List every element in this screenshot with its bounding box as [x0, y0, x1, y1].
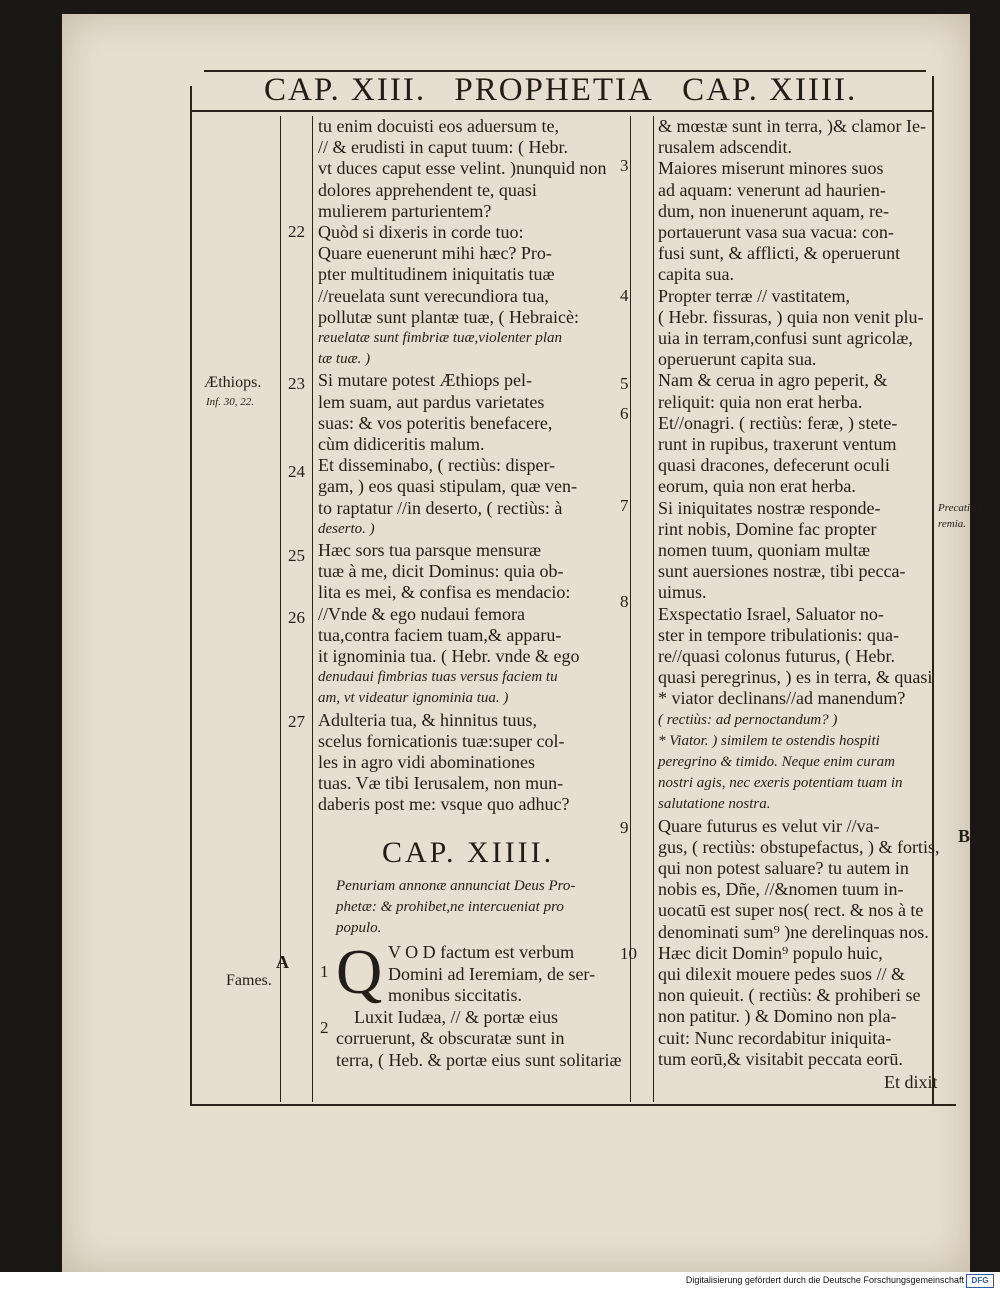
dropcap: Q [336, 936, 383, 1007]
text-line: nostri agis, nec exeris potentiam tuam in [658, 775, 903, 792]
footer-credit: Digitalisierung gefördert durch die Deutsche Forschungsgemeinschaft [685, 1275, 964, 1285]
text-line: tua,contra faciem tuam,& apparu- [318, 624, 562, 645]
text-line: cùm didiceritis malum. [318, 434, 485, 454]
verse-number: 26 [288, 608, 305, 627]
text-line: salutatione nostra. [658, 796, 771, 813]
text-line: Luxit Iudæa, // & portæ eius [354, 1006, 558, 1027]
text-line: les in agro vidi abominationes [318, 752, 535, 772]
text-line: re//quasi colonus futurus, ( Hebr. [658, 646, 895, 666]
text-line: nomen tuum, quoniam multæ [658, 540, 870, 560]
verse-number: 24 [288, 462, 305, 481]
text-line: reliquit: quia non erat herba. [658, 391, 863, 412]
footer-strip [0, 1272, 1000, 1290]
text-line: * viator declinans//ad manendum? [658, 688, 906, 709]
verse-number: 5 [620, 374, 629, 393]
text-line: Maiores miserunt minores suos [658, 158, 884, 179]
text-line: dolores apprehendent te, quasi [318, 179, 537, 200]
verse-number: 23 [288, 374, 305, 393]
text-line: qui non potest saluare? tu autem in [658, 858, 909, 878]
text-line: pollutæ sunt plantæ tuæ, ( Hebraicè: [318, 306, 579, 327]
verse-number: 10 [620, 944, 637, 963]
text-line: gus, ( rectiùs: obstupefactus, ) & fortis, [658, 836, 940, 857]
text-line: // & erudisti in caput tuum: ( Hebr. [318, 137, 568, 158]
header-right-cap: CAP. XIIII. [682, 72, 858, 108]
text-line: Et//onagri. ( rectiùs: feræ, ) stete- [658, 412, 898, 433]
verse-number: 27 [288, 712, 305, 731]
summary-line: populo. [336, 920, 382, 936]
number-rule-right [653, 116, 654, 1102]
text-line: nobis es, Dñe, //&nomen tuum in- [658, 879, 904, 900]
text-line: vt duces caput esse velint. )nunquid non [318, 158, 607, 179]
margin-note-remia: remia. [938, 518, 967, 530]
text-line: Quòd si dixeris in corde tuo: [318, 222, 524, 242]
verse-number: 4 [620, 286, 629, 305]
text-line: lem suam, aut pardus varietates [318, 391, 545, 412]
verse-number: 2 [320, 1018, 329, 1037]
text-line: Exspectatio Israel, Saluator no- [658, 603, 884, 624]
text-line: quasi peregrinus, ) es in terra, & quasi [658, 667, 933, 688]
text-line: Et disseminabo, ( rectiùs: disper- [318, 455, 556, 476]
text-line: * Viator. ) similem te ostendis hospiti [658, 732, 880, 749]
text-line: operuerunt capita sua. [658, 349, 817, 370]
text-line: rusalem adscendit. [658, 137, 792, 158]
text-line: reuelatæ sunt fimbriæ tuæ,violenter plan [318, 330, 563, 346]
margin-note-ref: Inf. 30, 22. [206, 396, 254, 408]
verse-number: 25 [288, 546, 305, 565]
text-line: sunt auersiones nostræ, tibi pecca- [658, 561, 906, 582]
outer-rule-right [932, 76, 934, 1106]
text-line: peregrino & timido. Neque enim curam [658, 754, 895, 770]
outer-rule-left [190, 86, 192, 1106]
text-line: corruerunt, & obscuratæ sunt in [336, 1028, 565, 1048]
text-line: uimus. [658, 582, 707, 603]
text-line: to raptatur //in deserto, ( rectiùs: à [318, 497, 563, 518]
text-line: tæ tuæ. ) [318, 351, 371, 368]
text-line: non quieuit. ( rectiùs: & prohiberi se [658, 985, 921, 1006]
text-line: scelus fornicationis tuæ:super col- [318, 730, 565, 751]
text-line: it ignominia tua. ( Hebr. vnde & ego [318, 646, 580, 666]
text-line: //Vnde & ego nudaui femora [318, 603, 525, 624]
running-header [264, 72, 924, 109]
verse-number: 6 [620, 404, 629, 423]
chapter-title: CAP. XIIII. [382, 836, 555, 869]
text-line: mulierem parturientem? [318, 200, 492, 221]
text-line: //reuelata sunt verecundiora tua, [318, 285, 549, 306]
text-line: denominati sum⁹ )ne derelinquas nos. [658, 921, 929, 942]
text-line: Hæc dicit Domin⁹ populo huic, [658, 942, 883, 963]
text-line: Quare futurus es velut vir //va- [658, 815, 880, 836]
text-line: fusi sunt, & afflicti, & operuerunt [658, 243, 901, 264]
catchword: Et dixit [884, 1072, 938, 1092]
text-line: terra, ( Heb. & portæ eius sunt solitariæ [336, 1049, 622, 1070]
text-line: ( rectiùs: ad pernoctandum? ) [658, 711, 838, 728]
text-line: lita es mei, & confisa es mendacio: [318, 582, 571, 603]
text-line: suas: & vos poteritis benefacere, [318, 412, 553, 433]
text-line: non patitur. ) & Domino non pla- [658, 1006, 897, 1027]
text-line: ad aquam: venerunt ad haurien- [658, 179, 886, 200]
verse-number: 9 [620, 818, 629, 837]
margin-note-precatio: Precatio I [938, 502, 982, 514]
text-line: gam, ) eos quasi stipulam, quæ ven- [318, 476, 577, 497]
margin-letter-a: A [276, 952, 289, 972]
text-line: Si mutare potest Æthiops pel- [318, 370, 532, 391]
text-line: monibus siccitatis. [388, 985, 522, 1005]
header-title: PROPHETIA [454, 72, 654, 108]
text-line: tuæ à me, dicit Dominus: quia ob- [318, 561, 564, 582]
verse-number: 3 [620, 156, 629, 175]
summary-line: phetæ: & prohibet,ne intercueniat pro [336, 899, 564, 915]
text-line: qui dilexit mouere pedes suos // & [658, 964, 905, 984]
text-line: tuas. Væ tibi Ierusalem, non mun- [318, 773, 564, 794]
text-line: uia in terram,confusi sunt agricolæ, [658, 328, 913, 348]
text-line: dum, non inuenerunt aquam, re- [658, 200, 889, 221]
text-line: uocatū est super nos( rect. & nos à te [658, 900, 924, 921]
text-line: deserto. ) [318, 520, 375, 537]
verse-number: 8 [620, 592, 629, 611]
text-line: Propter terræ // vastitatem, [658, 285, 850, 306]
text-line: runt in rupibus, traxerunt ventum [658, 434, 897, 454]
text-line: Si iniquitates nostræ responde- [658, 497, 881, 518]
text-line: Nam & cerua in agro peperit, & [658, 370, 888, 391]
margin-note-aethiops: Æthiops. [204, 374, 262, 391]
header-rule-bottom [190, 110, 932, 112]
text-line: Domini ad Ieremiam, de ser- [388, 963, 596, 984]
text-line: eorum, quia non erat herba. [658, 476, 856, 497]
text-line: capita sua. [658, 264, 734, 285]
number-rule-left [312, 116, 313, 1102]
text-line: am, vt videatur ignominia tua. ) [318, 690, 509, 707]
text-line: Quare euenerunt mihi hæc? Pro- [318, 243, 552, 264]
text-line: ster in tempore tribulationis: qua- [658, 624, 899, 645]
dfg-logo: DFG [966, 1274, 994, 1288]
text-line: Adulteria tua, & hinnitus tuus, [318, 709, 537, 730]
verse-number: 7 [620, 496, 629, 515]
text-line: cuit: Nunc recordabitur iniquita- [658, 1027, 892, 1048]
text-line: daberis post me: vsque quo adhuc? [318, 794, 570, 815]
text-line: & mœstæ sunt in terra, )& clamor Ie- [658, 116, 926, 136]
margin-letter-b: B [958, 826, 971, 846]
text-line: quasi dracones, defecerunt oculi [658, 455, 890, 476]
text-line: Hæc sors tua parsque mensuræ [318, 540, 541, 560]
bottom-rule [190, 1104, 956, 1106]
header-left-cap: CAP. XIII. [264, 72, 427, 108]
text-line: V O D factum est verbum [388, 942, 575, 962]
text-line: tum eorū,& visitabit peccata eorū. [658, 1048, 903, 1069]
text-line: denudaui fimbrias tuas versus faciem tu [318, 669, 558, 686]
text-line: ( Hebr. fissuras, ) quia non venit plu- [658, 306, 924, 327]
margin-note-fames: Fames. [226, 972, 272, 989]
verse-number: 22 [288, 222, 305, 241]
text-line: rint nobis, Domine fac propter [658, 518, 877, 539]
text-line: portauerunt vasa sua vacua: con- [658, 222, 894, 242]
text-line: tu enim docuisti eos aduersum te, [318, 116, 559, 136]
verse-number: 1 [320, 962, 329, 981]
text-line: pter multitudinem iniquitatis tuæ [318, 264, 555, 285]
summary-line: Penuriam annonæ annunciat Deus Pro- [336, 878, 576, 894]
